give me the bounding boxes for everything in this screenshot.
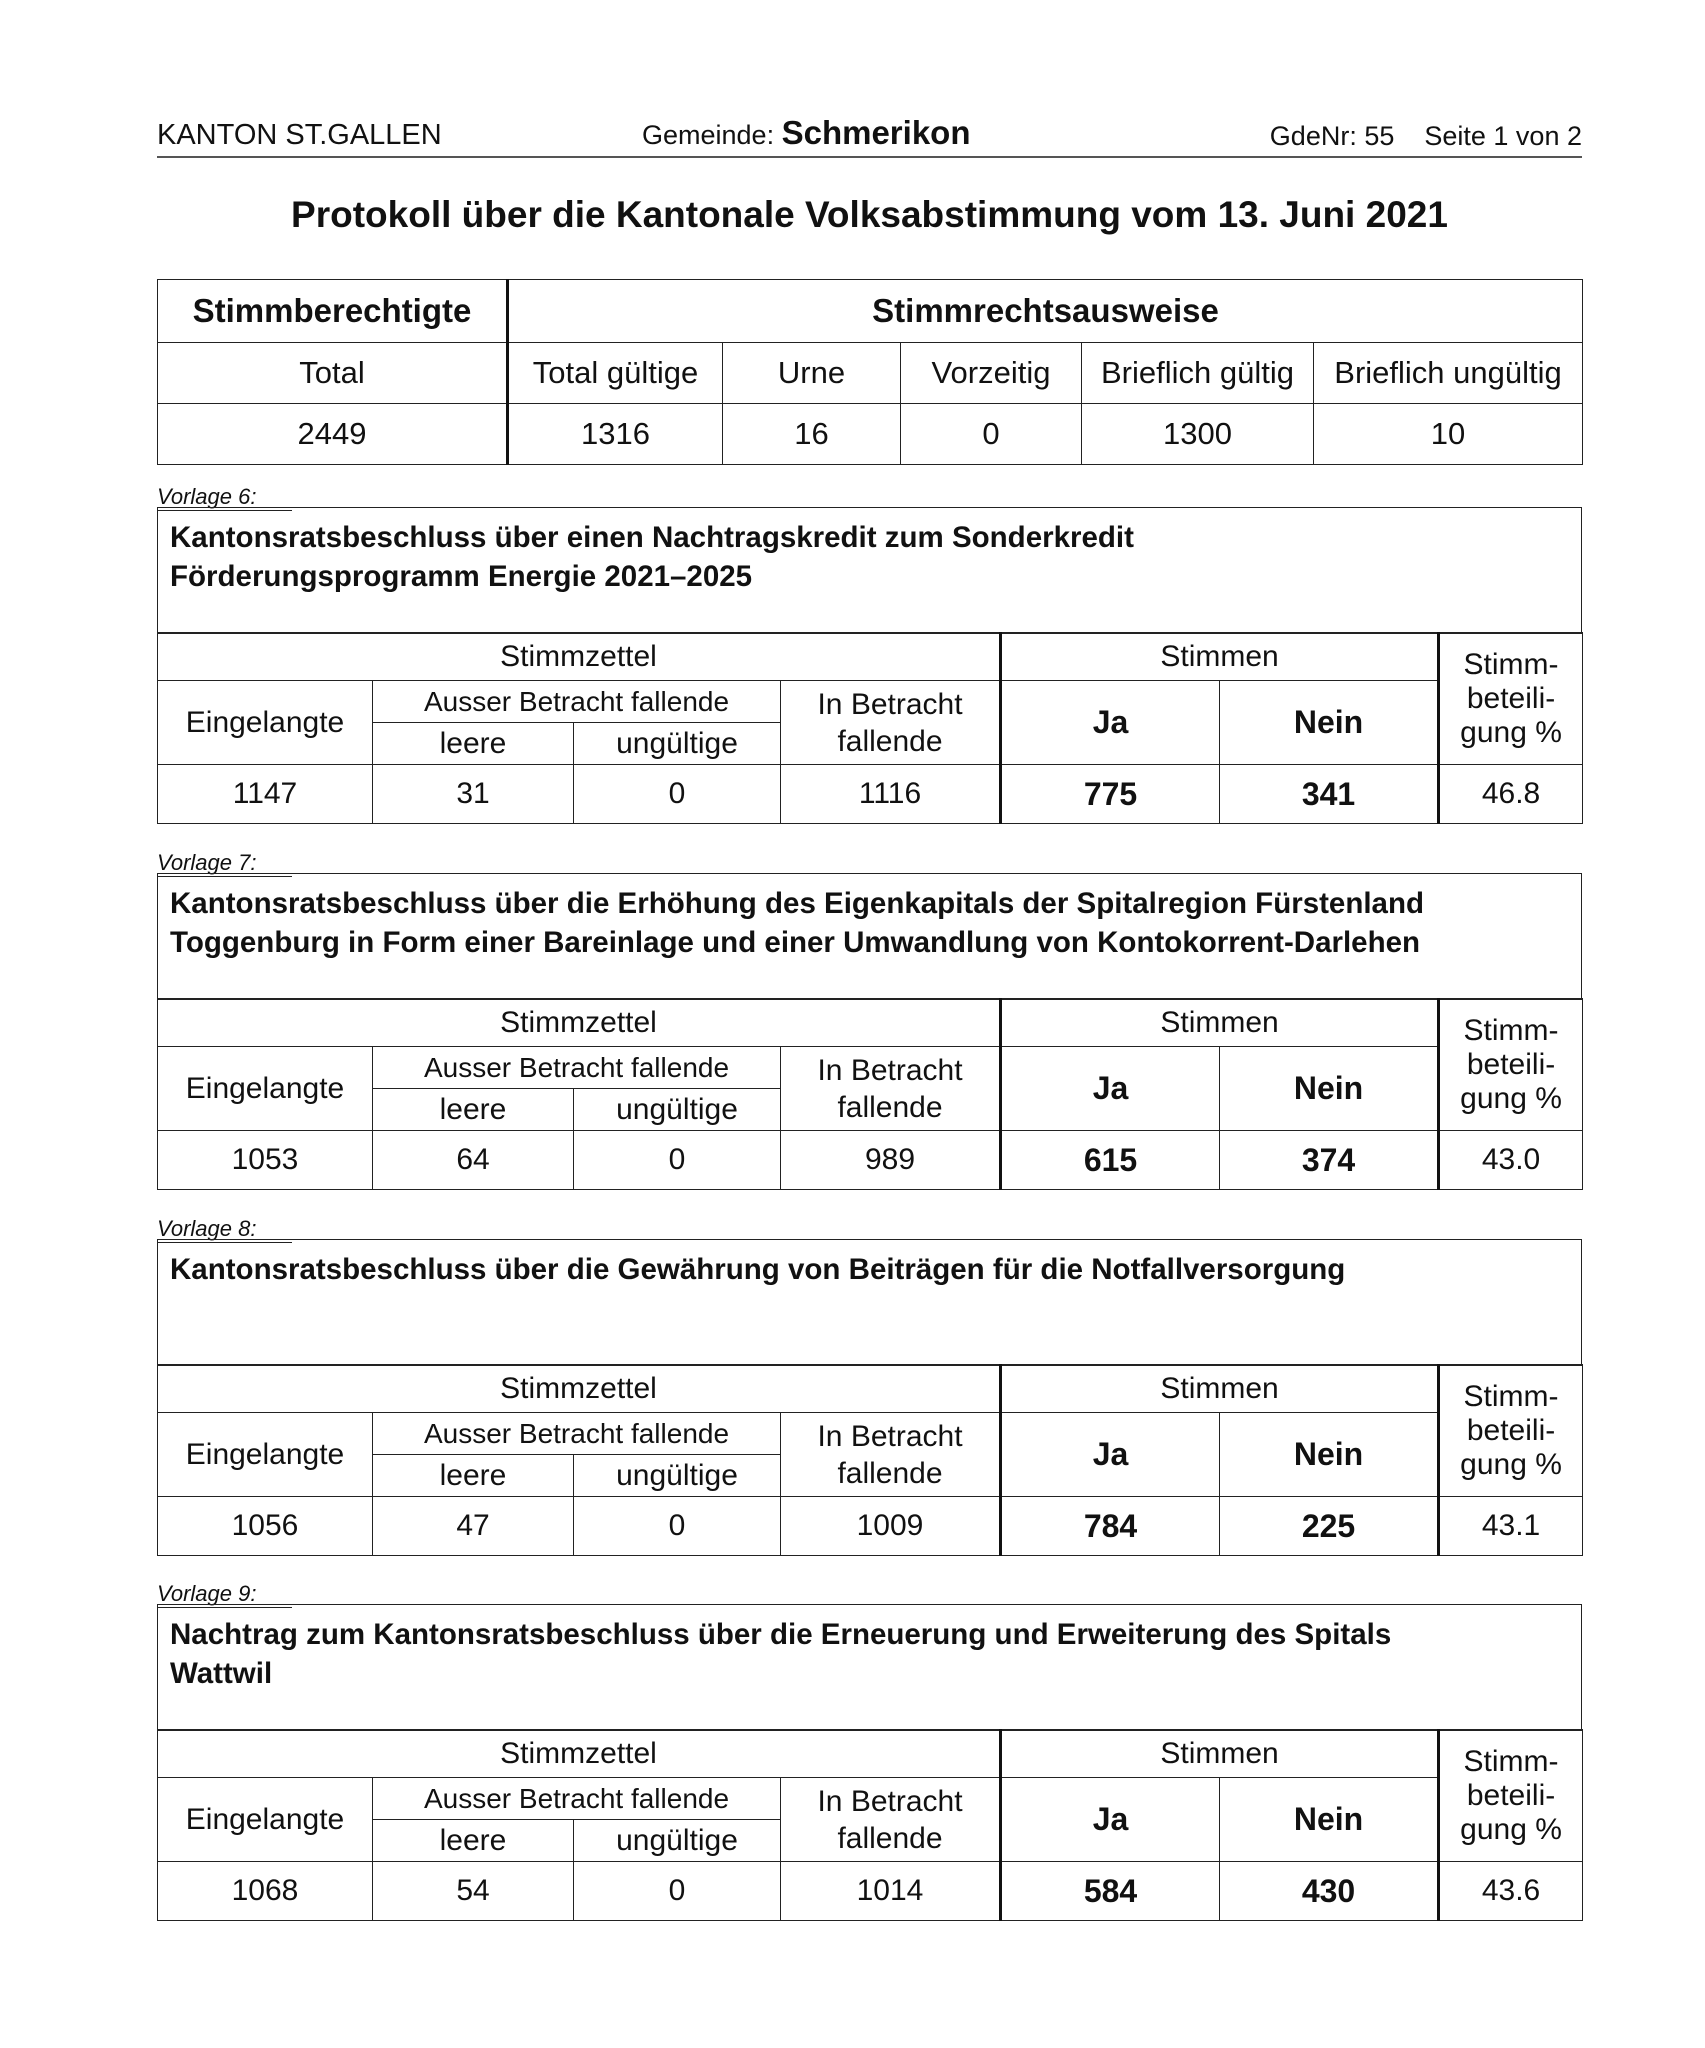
eingelangte-header: Eingelangte [158,681,373,765]
stimmbeteiligung-line: gung % [1460,1812,1562,1846]
vorlage-title-line-1: Kantonsratsbeschluss über die Gewährung von Beiträgen für die Notfallversorgung [170,1253,1346,1286]
vorlage-label: Vorlage 8: [157,1216,292,1243]
stimmbeteiligung-line: gung % [1460,1447,1562,1481]
group-header-row [158,999,1583,1047]
in-betracht-value: 1014 [781,1862,1001,1921]
gemeinde-name: Schmerikon [781,114,971,151]
in-betracht-line: In Betracht [817,1419,963,1453]
beteiligung-value: 43.0 [1439,1131,1583,1190]
in-betracht-line: fallende [837,724,943,758]
data-row [158,1862,1583,1921]
stimmbeteiligung-line: Stimm- [1463,1744,1559,1778]
ungueltige-header: ungültige [574,1820,781,1862]
in-betracht-line: fallende [837,1090,943,1124]
leere-value: 31 [373,765,574,824]
ausser-betracht-header: Ausser Betracht fallende [373,1413,781,1455]
value-cell: 1300 [1082,404,1314,465]
data-row [158,1497,1583,1556]
nein-header: Nein [1220,1778,1439,1862]
nein-value: 341 [1220,765,1439,824]
ungueltige-header: ungültige [574,1089,781,1131]
stimmen-header: Stimmen [1001,1365,1439,1413]
leere-value: 47 [373,1497,574,1556]
in-betracht-value: 1116 [781,765,1001,824]
leere-value: 64 [373,1131,574,1190]
stimmbeteiligung-line: beteili- [1466,1413,1556,1447]
nein-header: Nein [1220,1413,1439,1497]
vorlage-results-table [157,1364,1583,1556]
stimmbeteiligung-header [1439,1730,1583,1862]
vorlage-title [158,508,1581,624]
in-betracht-line: fallende [837,1821,943,1855]
vorlage-title-line-2: Wattwil [170,1657,273,1690]
value-cell: 0 [901,404,1082,465]
nein-value: 430 [1220,1862,1439,1921]
value-cell: 1316 [508,404,723,465]
eingelangte-value: 1053 [158,1131,373,1190]
vorlage-title-box [157,873,1582,1000]
canton-label: KANTON ST.GALLEN [157,119,442,151]
stimmbeteiligung-header [1439,633,1583,765]
leere-value: 54 [373,1862,574,1921]
vorlage-results-table [157,998,1583,1190]
group-header-row [158,633,1583,681]
group-header-row [158,1365,1583,1413]
in-betracht-header [781,1778,1001,1862]
stimmbeteiligung-line: gung % [1460,1081,1562,1115]
ausser-betracht-header: Ausser Betracht fallende [373,681,781,723]
eingelangte-header: Eingelangte [158,1413,373,1497]
ungueltige-value: 0 [574,765,781,824]
leere-header: leere [373,1820,574,1862]
ja-value: 615 [1001,1131,1220,1190]
ungueltige-header: ungültige [574,723,781,765]
in-betracht-header [781,681,1001,765]
page-header [157,112,1582,158]
eingelangte-header: Eingelangte [158,1047,373,1131]
stimmbeteiligung-line: beteili- [1466,681,1556,715]
stimmbeteiligung-line: beteili- [1466,1047,1556,1081]
column-header: Total [158,343,508,404]
ja-value: 775 [1001,765,1220,824]
stimmbeteiligung-line: gung % [1460,715,1562,749]
ja-value: 784 [1001,1497,1220,1556]
vorlage-title-line-2: Toggenburg in Form einer Bareinlage und einer Umwandlung von Kontokorrent-Darlehen [170,926,1421,959]
group-header-row [158,1730,1583,1778]
stimmbeteiligung-line: Stimm- [1463,1013,1559,1047]
in-betracht-value: 1009 [781,1497,1001,1556]
nein-value: 374 [1220,1131,1439,1190]
ungueltige-header: ungültige [574,1455,781,1497]
in-betracht-line: In Betracht [817,1053,963,1087]
ausser-betracht-header: Ausser Betracht fallende [373,1778,781,1820]
ja-header: Ja [1001,1413,1220,1497]
ausser-betracht-header: Ausser Betracht fallende [373,1047,781,1089]
vorlage-title [158,874,1581,990]
leere-header: leere [373,723,574,765]
in-betracht-line: In Betracht [817,687,963,721]
stimmzettel-header: Stimmzettel [158,1730,1001,1778]
in-betracht-line: In Betracht [817,1784,963,1818]
stimmberechtigte-header: Stimmberechtigte [158,280,508,343]
vorlage-title-line-1: Kantonsratsbeschluss über einen Nachtragskredit zum Sonderkredit [170,521,1134,554]
beteiligung-value: 46.8 [1439,765,1583,824]
vorlage-label: Vorlage 9: [157,1581,292,1608]
eingelangte-value: 1068 [158,1862,373,1921]
vorlage-title [158,1605,1581,1721]
stimmzettel-header: Stimmzettel [158,999,1001,1047]
stimmrechtsausweise-header: Stimmrechtsausweise [508,280,1583,343]
vorlage-title [158,1240,1581,1356]
vorlage-title-line-1: Nachtrag zum Kantonsratsbeschluss über die Erneuerung und Erweiterung des Spitals [170,1618,1392,1651]
sub-header-row [158,681,1583,723]
stimmbeteiligung-header [1439,1365,1583,1497]
stimmbeteiligung-line: beteili- [1466,1778,1556,1812]
ja-header: Ja [1001,1778,1220,1862]
vorlage-label: Vorlage 7: [157,850,292,877]
in-betracht-header [781,1413,1001,1497]
summary-column-row [158,343,1583,404]
ja-value: 584 [1001,1862,1220,1921]
stimmen-header: Stimmen [1001,633,1439,681]
stimmbeteiligung-line: Stimm- [1463,1379,1559,1413]
vorlage-results-table [157,632,1583,824]
vorlage-title-box [157,507,1582,634]
data-row [158,765,1583,824]
in-betracht-header [781,1047,1001,1131]
gemeinde-label: Gemeinde: [642,120,775,150]
sub-header-row [158,1413,1583,1455]
in-betracht-line: fallende [837,1456,943,1490]
vorlage-title-box [157,1239,1582,1366]
data-row [158,1131,1583,1190]
column-header: Urne [723,343,901,404]
value-cell: 2449 [158,404,508,465]
ja-header: Ja [1001,681,1220,765]
nein-value: 225 [1220,1497,1439,1556]
vorlage-results-table [157,1729,1583,1921]
gemeinde [642,114,971,152]
stimmen-header: Stimmen [1001,999,1439,1047]
column-header: Brieflich ungültig [1314,343,1583,404]
column-header: Vorzeitig [901,343,1082,404]
page-number: Seite 1 von 2 [1424,121,1582,151]
vorlage-title-box [157,1604,1582,1731]
eingelangte-value: 1147 [158,765,373,824]
stimmen-header: Stimmen [1001,1730,1439,1778]
leere-header: leere [373,1089,574,1131]
stimmbeteiligung-line: Stimm- [1463,647,1559,681]
stimmbeteiligung-header [1439,999,1583,1131]
summary-group-header-row [158,280,1583,343]
column-header: Brieflich gültig [1082,343,1314,404]
summary-table [157,279,1583,465]
sub-header-row [158,1047,1583,1089]
vorlage-title-line-1: Kantonsratsbeschluss über die Erhöhung des Eigenkapitals der Spitalregion Fürstenland [170,887,1424,920]
nein-header: Nein [1220,1047,1439,1131]
eingelangte-value: 1056 [158,1497,373,1556]
ja-header: Ja [1001,1047,1220,1131]
vorlage-title-line-2: Förderungsprogramm Energie 2021–2025 [170,560,753,593]
value-cell: 10 [1314,404,1583,465]
ungueltige-value: 0 [574,1497,781,1556]
ungueltige-value: 0 [574,1131,781,1190]
stimmzettel-header: Stimmzettel [158,633,1001,681]
stimmzettel-header: Stimmzettel [158,1365,1001,1413]
nein-header: Nein [1220,681,1439,765]
vorlage-label: Vorlage 6: [157,484,292,511]
beteiligung-value: 43.6 [1439,1862,1583,1921]
beteiligung-value: 43.1 [1439,1497,1583,1556]
value-cell: 16 [723,404,901,465]
summary-value-row [158,404,1583,465]
leere-header: leere [373,1455,574,1497]
sub-header-row [158,1778,1583,1820]
eingelangte-header: Eingelangte [158,1778,373,1862]
column-header: Total gültige [508,343,723,404]
in-betracht-value: 989 [781,1131,1001,1190]
gde-nr: GdeNr: 55 [1269,121,1395,151]
page-info [1270,121,1582,152]
ungueltige-value: 0 [574,1862,781,1921]
document-title: Protokoll über die Kantonale Volksabstimmung vom 13. Juni 2021 [291,194,1448,235]
